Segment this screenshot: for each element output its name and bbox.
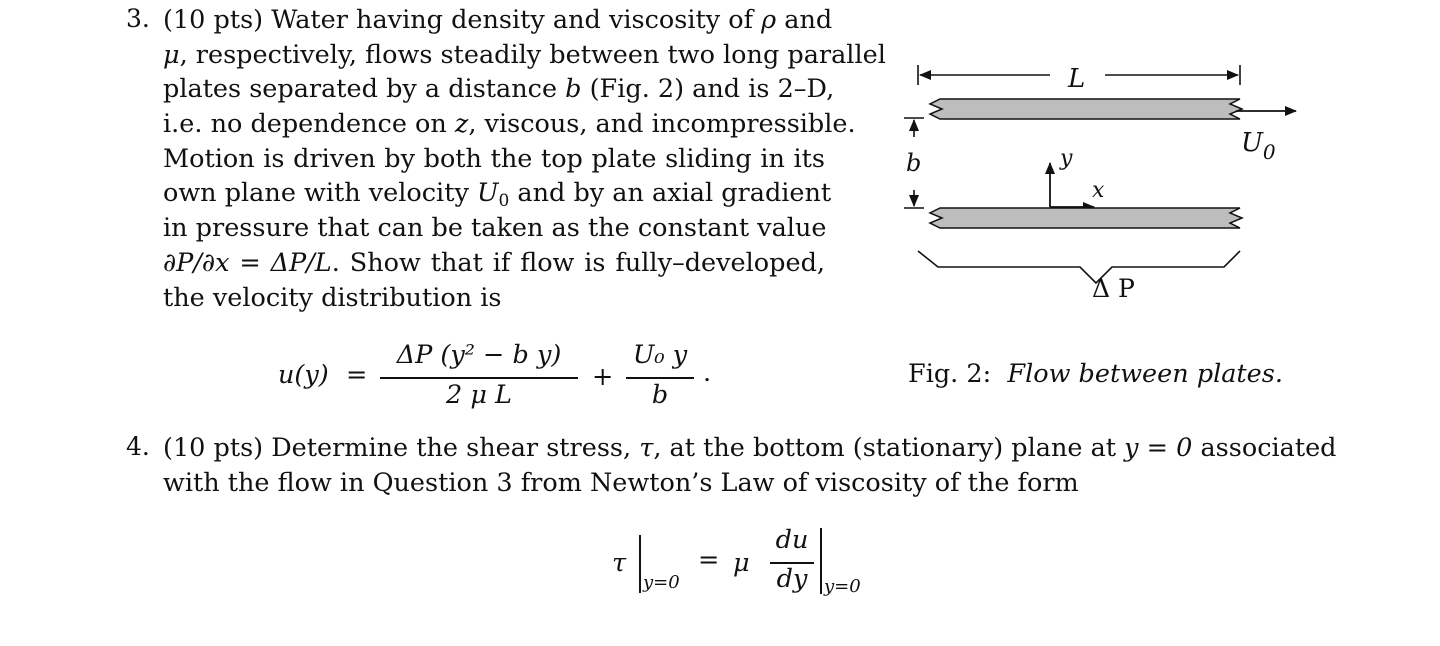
q3-points: (10 pts) xyxy=(163,5,264,35)
eq-mu: μ xyxy=(733,548,750,578)
label-y: y xyxy=(1060,146,1073,171)
q4-line-1-text: Determine the shear stress, xyxy=(271,433,640,463)
eval-bar-1 xyxy=(639,535,641,593)
q4-points: (10 pts) xyxy=(163,433,264,463)
q3-line-5: Motion is driven by both the top plate sliding in its xyxy=(163,144,825,174)
question-3-number: 3. xyxy=(126,4,150,33)
eq-tau: τ xyxy=(612,548,627,578)
q3-line-8-text: . Show that if flow is fully–developed, xyxy=(331,248,825,278)
label-U0: $U_0$ xyxy=(1241,128,1276,164)
mu-symbol: μ xyxy=(163,40,180,70)
eval-subscript-2: y=0 xyxy=(824,576,861,597)
q3-line-3 xyxy=(163,72,835,107)
q3-line-4-text: i.e. no dependence on xyxy=(163,109,455,139)
fraction-1-numerator: ΔP (y² − b y) xyxy=(396,340,562,370)
derivative-denominator: dy xyxy=(776,564,808,594)
eval-subscript-1: y=0 xyxy=(643,572,680,593)
z-symbol: z xyxy=(454,109,469,139)
figure-caption xyxy=(908,357,1283,392)
q3-line-1-end: and xyxy=(776,5,833,35)
q3-line-1-text: Water having density and viscosity of xyxy=(271,5,762,35)
q4-line-2: with the flow in Question 3 from Newton’s Law of viscosity of the form xyxy=(163,468,1079,498)
top-plate xyxy=(930,99,1242,119)
derivative-numerator: du xyxy=(775,525,809,555)
q3-line-2 xyxy=(163,38,886,73)
q3-line-6-end: and by an axial gradient xyxy=(509,178,832,208)
pressure-gradient-expr: ∂P/∂x = ΔP/L xyxy=(163,248,332,278)
q3-line-9: the velocity distribution is xyxy=(163,283,502,313)
fraction-1-denominator: 2 μ L xyxy=(446,380,512,410)
fraction-2-numerator: U₀ y xyxy=(632,340,688,370)
fraction-1-bar xyxy=(380,377,578,379)
eval-bar-2 xyxy=(820,528,822,594)
equation-period: . xyxy=(703,358,712,388)
label-x: x xyxy=(1092,178,1105,203)
q3-line-4 xyxy=(163,107,856,142)
q3-line-3-text: plates separated by a distance xyxy=(163,74,566,104)
u0-symbol: U xyxy=(476,178,499,208)
rho-symbol: ρ xyxy=(761,5,777,35)
q4-line-1-end: associated xyxy=(1192,433,1337,463)
u0-subscript: 0 xyxy=(498,191,510,211)
q3-line-6-text: own plane with velocity xyxy=(163,178,477,208)
q3-line-4-end: , viscous, and incompressible. xyxy=(468,109,856,139)
tau-symbol: τ xyxy=(639,433,654,463)
q3-line-8 xyxy=(163,246,825,281)
y-equals-zero: y = 0 xyxy=(1124,433,1193,463)
fraction-2-denominator: b xyxy=(651,380,669,410)
q4-line-1-mid: , at the bottom (stationary) plane at xyxy=(653,433,1125,463)
pressure-brace xyxy=(918,251,1240,283)
equation-plus: + xyxy=(592,362,614,392)
caption-number: Fig. 2: xyxy=(908,359,992,389)
q3-line-2-text: , respectively, flows steadily between two long parallel xyxy=(179,40,886,70)
label-L: L xyxy=(1068,64,1086,94)
bottom-plate xyxy=(930,208,1242,228)
label-b: b xyxy=(906,149,922,177)
fraction-2-bar xyxy=(626,377,694,379)
q4-line-1 xyxy=(163,431,1337,466)
label-delta-P: Δ P xyxy=(1092,274,1135,303)
q3-line-1 xyxy=(163,3,832,38)
equation-lhs: u(y) xyxy=(278,360,329,390)
figure-flow-between-plates xyxy=(900,55,1310,305)
question-4-number: 4. xyxy=(126,432,150,461)
eq-equals: = xyxy=(698,545,720,575)
q3-line-7: in pressure that can be taken as the constant value xyxy=(163,213,827,243)
equation-equals: = xyxy=(346,360,368,390)
caption-text: Flow between plates. xyxy=(1007,359,1283,389)
b-symbol: b xyxy=(565,74,582,104)
flow-diagram xyxy=(900,55,1310,305)
q3-line-3-end: (Fig. 2) and is 2–D, xyxy=(581,74,835,104)
